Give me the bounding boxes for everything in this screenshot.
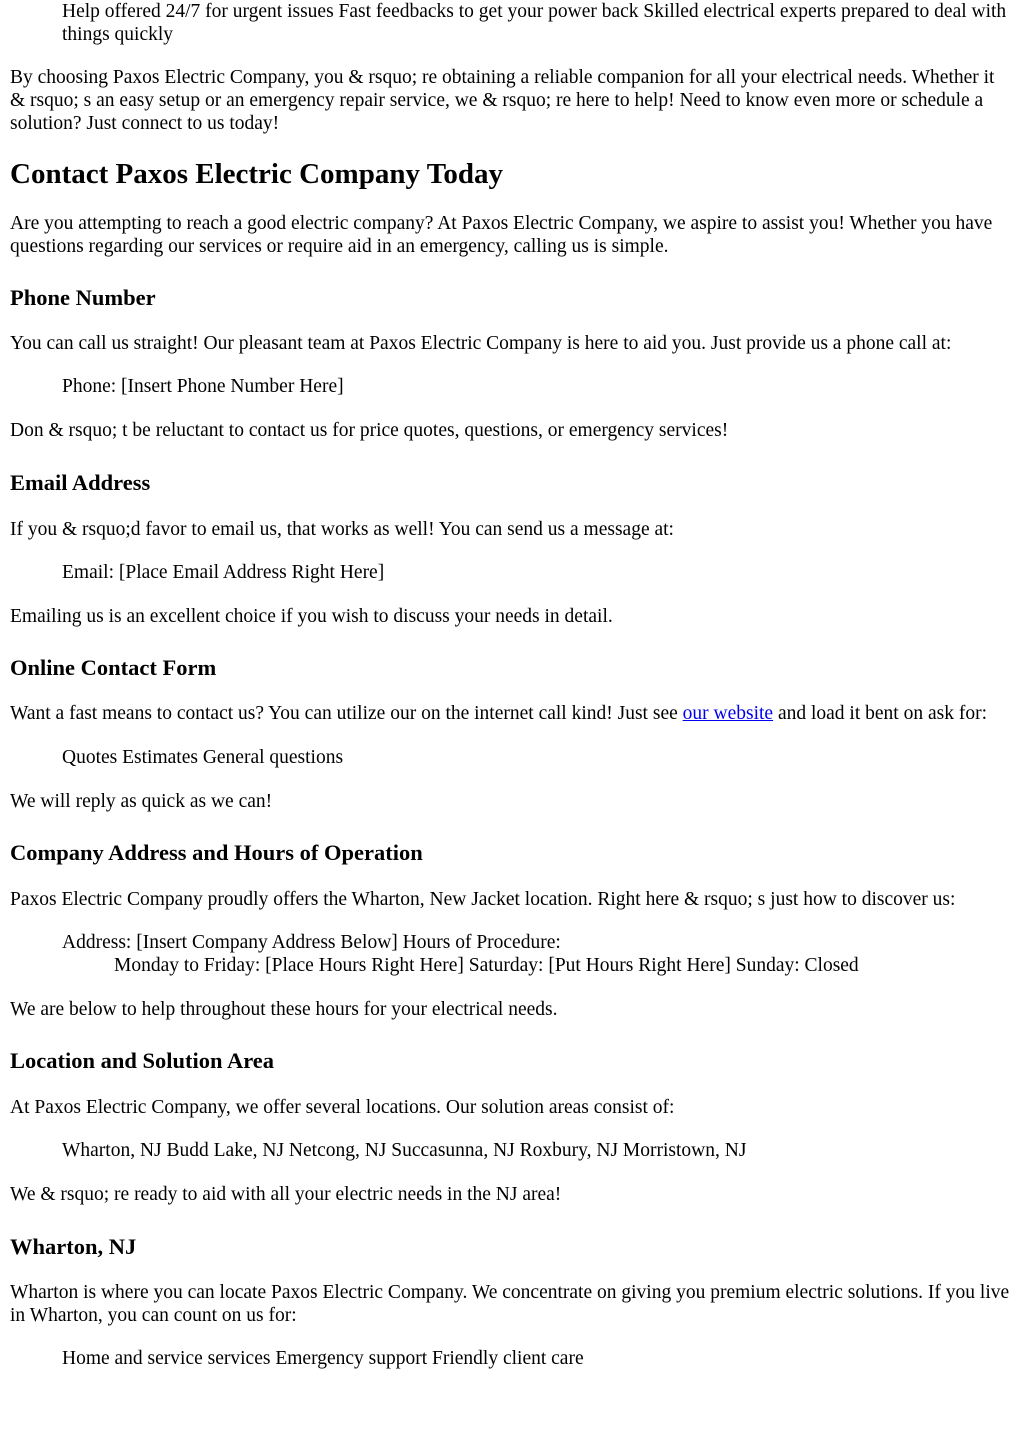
intro-list: Help offered 24/7 for urgent issues Fast feedbacks to get your power back Skilled electrical experts prepared to deal with things quickly	[62, 1, 1007, 45]
wharton-heading: Wharton, NJ	[10, 1234, 137, 1259]
location-heading: Location and Solution Area	[10, 1048, 275, 1073]
contact-form-heading: Online Contact Form	[10, 655, 217, 680]
intro-closing-paragraph: By choosing Paxos Electric Company, you & rsquo; re obtaining a reliable companion for all your electrical needs. Whether it & rsquo; s an easy setup or an emergency repair service, we & rsquo; re here to help! Need to know even more or schedule a solution? Just connect to us today!	[10, 67, 995, 134]
document-page	[10, 0, 1014, 1370]
contact-form-text-after: and load it bent on ask for:	[773, 703, 987, 724]
wharton-paragraph: Wharton is where you can locate Paxos Electric Company. We concentrate on giving you premium electric solutions. If you live in Wharton, you can count on us for:	[10, 1282, 1010, 1326]
contact-intro-paragraph: Are you attempting to reach a good electric company? At Paxos Electric Company, we aspire to assist you! Whether you have questions regarding our services or require aid in an emergency, calling us is simple.	[10, 213, 993, 257]
phone-paragraph: You can call us straight! Our pleasant team at Paxos Electric Company is here to aid you. Just provide us a phone call at:	[10, 333, 952, 354]
phone-note: Don & rsquo; t be reluctant to contact us for price quotes, questions, or emergency services!	[10, 420, 729, 441]
contact-form-item: Quotes Estimates General questions	[62, 747, 344, 768]
contact-form-text-before: Want a fast means to contact us? You can utilize our on the internet call kind! Just see	[10, 703, 683, 724]
location-item: Wharton, NJ Budd Lake, NJ Netcong, NJ Succasunna, NJ Roxbury, NJ Morristown, NJ	[62, 1140, 747, 1161]
contact-form-note: We will reply as quick as we can!	[10, 791, 273, 812]
email-paragraph: If you & rsquo;d favor to email us, that works as well! You can send us a message at:	[10, 519, 674, 540]
our-website-link[interactable]: our website	[682, 703, 774, 724]
address-note: We are below to help throughout these hours for your electrical needs.	[10, 999, 558, 1020]
phone-item: Phone: [Insert Phone Number Here]	[62, 376, 344, 397]
hours-item: Monday to Friday: [Place Hours Right Here] Saturday: [Put Hours Right Here] Sunday: Closed	[114, 955, 859, 976]
address-item: Address: [Insert Company Address Below] Hours of Procedure:	[62, 932, 561, 953]
email-item: Email: [Place Email Address Right Here]	[62, 562, 385, 583]
phone-heading: Phone Number	[10, 285, 156, 310]
address-heading: Company Address and Hours of Operation	[10, 840, 423, 865]
address-paragraph: Paxos Electric Company proudly offers the Wharton, New Jacket location. Right here & rsquo; s just how to discover us:	[10, 889, 956, 910]
location-paragraph: At Paxos Electric Company, we offer several locations. Our solution areas consist of:	[10, 1097, 675, 1118]
location-note: We & rsquo; re ready to aid with all your electric needs in the NJ area!	[10, 1184, 562, 1205]
page-title: Contact Paxos Electric Company Today	[10, 158, 503, 190]
email-heading: Email Address	[10, 470, 151, 495]
email-note: Emailing us is an excellent choice if you wish to discuss your needs in detail.	[10, 606, 613, 627]
contact-form-paragraph	[10, 702, 1014, 725]
wharton-item: Home and service services Emergency support Friendly client care	[62, 1348, 584, 1369]
